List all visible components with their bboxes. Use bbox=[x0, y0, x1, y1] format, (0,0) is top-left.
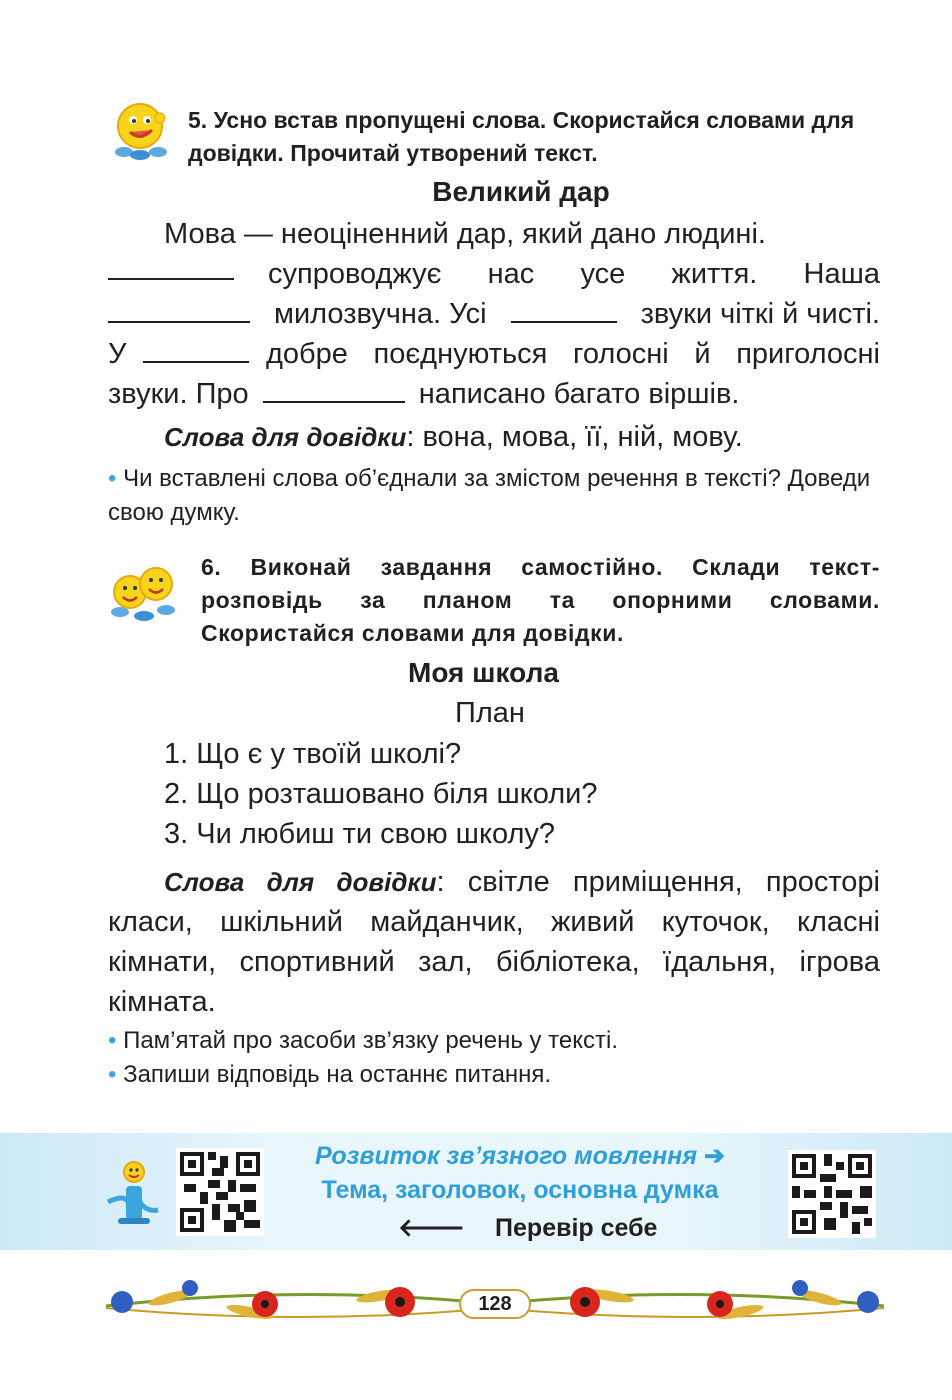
task5-text bbox=[108, 214, 880, 414]
link-self-check[interactable]: 🡐 Перевір себе bbox=[398, 1214, 658, 1242]
task5-line2 bbox=[108, 254, 880, 294]
sun-mascot-icon bbox=[106, 98, 176, 162]
blank-field[interactable] bbox=[511, 297, 617, 323]
qr-code-icon[interactable] bbox=[176, 1148, 264, 1236]
page-number: 128 bbox=[478, 1293, 512, 1315]
arrow-right-icon: ➔ bbox=[704, 1142, 725, 1170]
reference-words: : вона, мова, її, ній, мову. bbox=[406, 421, 743, 453]
reference-words: : світле приміщення, просторі класи, шкільний майданчик, живий куточок, класні кімнати, спортивний зал, бібліотека, їдальня, ігрова кімната. bbox=[108, 866, 880, 1018]
plan-list bbox=[164, 734, 598, 854]
reference-label: Слова для довідки bbox=[164, 422, 407, 452]
task6-reference bbox=[108, 862, 880, 1022]
two-suns-mascot-icon bbox=[104, 560, 184, 622]
task5-title: Великий дар bbox=[432, 176, 610, 207]
plan-title: План bbox=[455, 697, 525, 729]
qr-code-icon[interactable] bbox=[788, 1150, 876, 1238]
task6-instruction: 6. Виконай завдання самостійно. Склади текст-розповідь за планом та опорними словами. Скористайся словами для довідки. bbox=[201, 554, 880, 646]
list-item: 3. Чи любиш ти свою школу? bbox=[164, 818, 556, 850]
link-topic-title[interactable]: Тема, заголовок, основна думка bbox=[321, 1176, 719, 1204]
task5-reference bbox=[164, 421, 884, 454]
blank-field[interactable] bbox=[108, 254, 234, 280]
task5-question: • Чи вставлені слова об’єднали за змістом речення в тексті? Доведи свою думку. bbox=[108, 465, 871, 526]
task5-line4: У добре поєднуються голосні й приголосні bbox=[108, 338, 880, 370]
info-mascot-icon bbox=[104, 1158, 162, 1226]
task5-line5: звуки. Про написано багато віршів. bbox=[108, 378, 740, 410]
list-item: • Пам’ятай про засоби зв’язку речень у тексті. bbox=[108, 1027, 618, 1054]
link-speech-development[interactable]: Розвиток зв’язного мовлення ➔ bbox=[315, 1142, 725, 1170]
task6-notes bbox=[108, 1024, 898, 1092]
blank-field[interactable] bbox=[143, 337, 249, 363]
task6-title: Моя школа bbox=[408, 657, 559, 688]
reference-label: Слова для довідки bbox=[164, 867, 437, 897]
list-item: 1. Що є у твоїй школі? bbox=[164, 738, 462, 770]
blank-field[interactable] bbox=[263, 377, 405, 403]
arrow-left-icon: 🡐 bbox=[398, 1214, 466, 1242]
list-item: • Запиши відповідь на останнє питання. bbox=[108, 1061, 552, 1088]
task5-line3: милозвучна. Усі звуки чіткі й чисті. bbox=[108, 294, 880, 334]
task5-line1: Мова — неоціненний дар, який дано людині. bbox=[164, 218, 766, 250]
list-item: 2. Що розташовано біля школи? bbox=[164, 778, 598, 810]
task5-instruction: 5. Усно встав пропущені слова. Скористайся словами для довідки. Прочитай утворений текст. bbox=[188, 107, 855, 166]
task5-line2-words: супроводжує нас усе життя. Наша bbox=[268, 258, 880, 290]
blank-field[interactable] bbox=[108, 297, 250, 323]
